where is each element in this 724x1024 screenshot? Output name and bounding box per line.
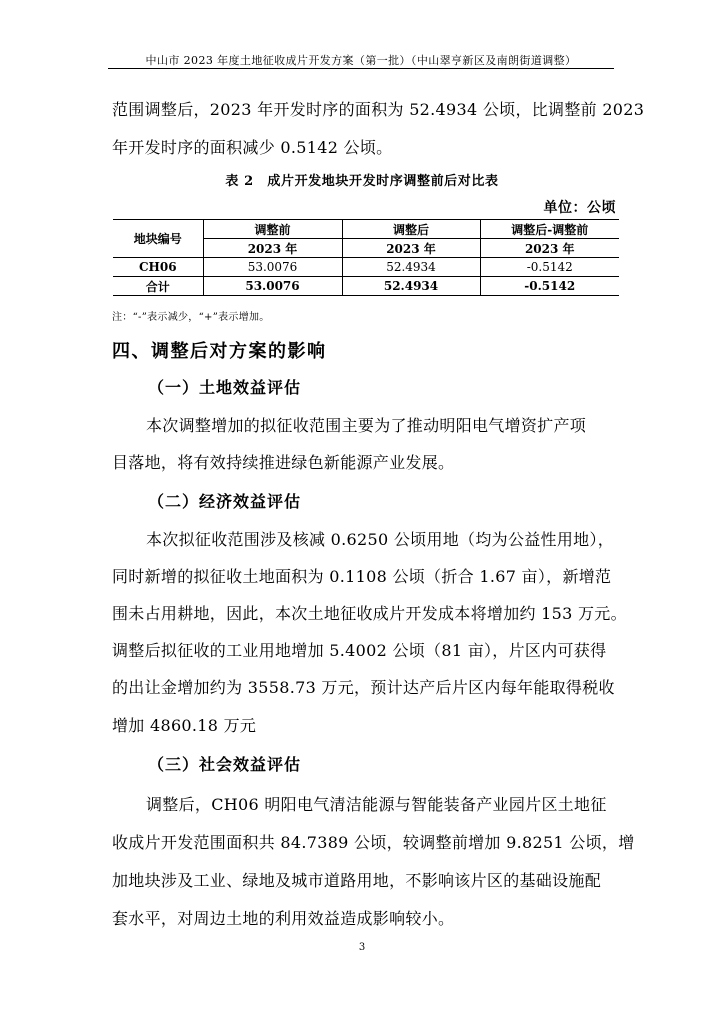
subheader-diff-year: 2023 年 [480, 239, 619, 258]
social-line-2: 收成片开发范围面积共 84.7389 公顷，较调整前增加 9.8251 公顷，增 [112, 833, 635, 852]
table-header-row [113, 220, 619, 239]
intro-line-1: 范围调整后，2023 年开发时序的面积为 52.4934 公顷，比调整前 2023 [112, 100, 645, 119]
social-line-1: 调整后，CH06 明阳电气清洁能源与智能装备产业园片区土地征 [146, 795, 607, 814]
economic-line-4: 调整后拟征收的工业用地增加 5.4002 公顷（81 亩），片区内可获得 [112, 641, 607, 660]
total-before-value: 53.0076 [203, 277, 342, 296]
economic-line-1: 本次拟征收范围涉及核减 0.6250 公顷用地（均为公益性用地）， [146, 530, 615, 549]
row-after-value: 52.4934 [342, 258, 480, 277]
total-label: 合计 [113, 277, 203, 296]
row-before-value: 53.0076 [203, 258, 342, 277]
col-header-block: 地块编号 [113, 220, 203, 258]
row-block-id: CH06 [113, 258, 203, 277]
social-line-3: 加地块涉及工业、绿地及城市道路用地，不影响该片区的基础设施配 [112, 871, 602, 890]
table-row [113, 258, 619, 277]
table-caption: 表 2 成片开发地块开发时序调整前后对比表 [225, 174, 499, 189]
col-header-after: 调整后 [342, 220, 480, 239]
total-after-value: 52.4934 [342, 277, 480, 296]
col-header-before: 调整前 [203, 220, 342, 239]
economic-line-3: 围未占用耕地，因此，本次土地征收成片开发成本将增加约 153 万元。 [112, 604, 627, 623]
subheader-after-year: 2023 年 [342, 239, 480, 258]
land-benefit-heading: （一）土地效益评估 [148, 378, 302, 397]
table-note: 注：“-”表示减少，“+”表示增加。 [112, 312, 270, 323]
row-diff-value: -0.5142 [480, 258, 619, 277]
header-rule [108, 68, 614, 69]
section-4-heading: 四、调整后对方案的影响 [112, 341, 327, 362]
economic-benefit-heading: （二）经济效益评估 [148, 492, 302, 511]
running-header: 中山市 2023 年度土地征收成片开发方案（第一批）（中山翠亨新区及南朗街道调整） [145, 54, 577, 67]
table-total-row [113, 277, 619, 296]
intro-line-2: 年开发时序的面积减少 0.5142 公顷。 [112, 138, 393, 157]
comparison-table [113, 219, 619, 296]
social-line-4: 套水平，对周边土地的利用效益造成影响较小。 [112, 909, 455, 928]
total-diff-value: -0.5142 [480, 277, 619, 296]
economic-line-6: 增加 4860.18 万元 [112, 716, 257, 735]
page-number: 3 [358, 942, 366, 953]
social-benefit-heading: （三）社会效益评估 [148, 755, 302, 774]
table-unit: 单位：公顷 [543, 200, 616, 216]
col-header-diff: 调整后-调整前 [480, 220, 619, 239]
land-line-2: 目落地，将有效持续推进绿色新能源产业发展。 [112, 453, 455, 472]
economic-line-2: 同时新增的拟征收土地面积为 0.1108 公顷（折合 1.67 亩），新增范 [112, 567, 612, 586]
land-line-1: 本次调整增加的拟征收范围主要为了推动明阳电气增资扩产项 [146, 416, 587, 435]
economic-line-5: 的出让金增加约为 3558.73 万元，预计达产后片区内每年能取得税收 [112, 678, 615, 697]
subheader-before-year: 2023 年 [203, 239, 342, 258]
